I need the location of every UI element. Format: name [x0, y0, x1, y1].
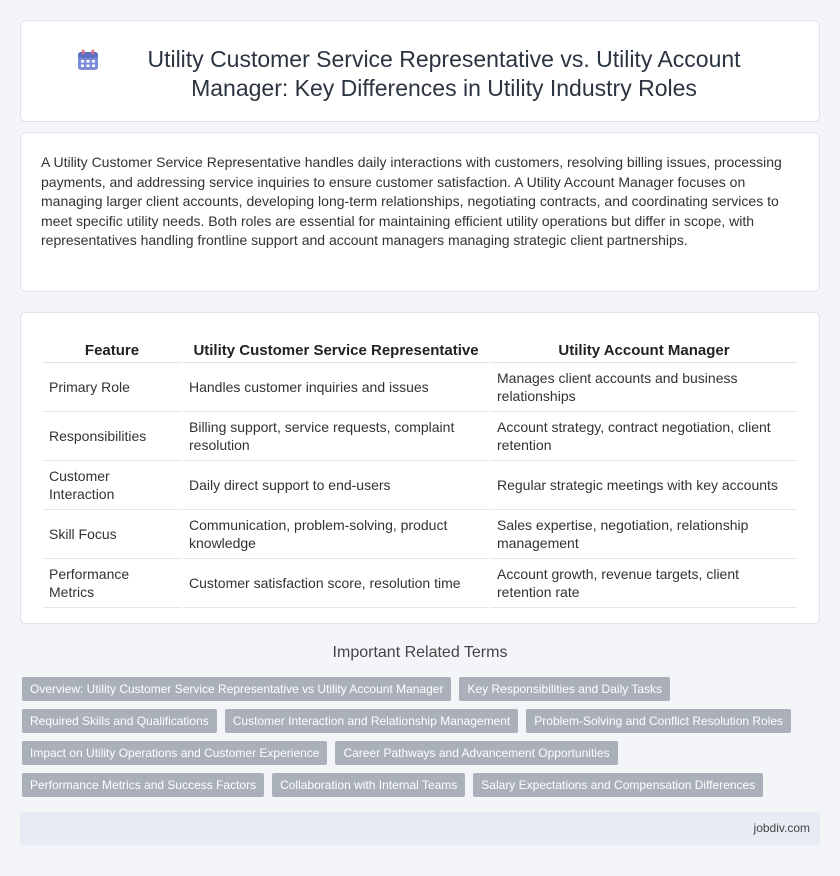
table-cell: Account growth, revenue targets, client retention rate — [491, 559, 797, 608]
column-header-representative: Utility Customer Service Representative — [183, 331, 489, 363]
footer — [20, 812, 820, 845]
header-card — [20, 20, 820, 122]
table-cell: Billing support, service requests, complaint resolution — [183, 412, 489, 461]
page-title: Utility Customer Service Representative vs. Utility Account Manager: Key Differences in Utility Industry Roles — [147, 46, 741, 101]
related-term-tag[interactable]: Problem-Solving and Conflict Resolution Roles — [526, 709, 791, 733]
related-terms-list — [22, 677, 822, 797]
table-cell: Responsibilities — [43, 412, 181, 461]
related-term-tag[interactable]: Impact on Utility Operations and Customer Experience — [22, 741, 327, 765]
table-cell: Customer satisfaction score, resolution time — [183, 559, 489, 608]
table-cell: Customer Interaction — [43, 461, 181, 510]
table-row — [43, 559, 797, 608]
intro-paragraph: A Utility Customer Service Representative handles daily interactions with customers, resolving billing issues, processing payments, and addressing service inquiries to ensure customer satisfaction. A Utility Account Manager focuses on managing larger client accounts, developing long-term relationships, negotiating contracts, and coordinating services to meet specific utility needs. Both roles are essential for maintaining efficient utility operations but differ in scope, with representatives handling frontline support and account managers managing strategic client partnerships. — [41, 154, 782, 249]
related-term-tag[interactable]: Collaboration with Internal Teams — [272, 773, 465, 797]
related-term-tag[interactable]: Overview: Utility Customer Service Representative vs Utility Account Manager — [22, 677, 451, 701]
table-row — [43, 510, 797, 559]
column-header-account-manager: Utility Account Manager — [491, 331, 797, 363]
related-term-tag[interactable]: Performance Metrics and Success Factors — [22, 773, 264, 797]
related-term-tag[interactable]: Career Pathways and Advancement Opportunities — [335, 741, 617, 765]
table-header-row — [43, 331, 797, 363]
table-cell: Manages client accounts and business relationships — [491, 363, 797, 412]
footer-site-link[interactable]: jobdiv.com — [753, 821, 810, 835]
comparison-table — [41, 331, 799, 608]
table-cell: Skill Focus — [43, 510, 181, 559]
related-term-tag[interactable]: Key Responsibilities and Daily Tasks — [459, 677, 670, 701]
column-header-feature: Feature — [43, 331, 181, 363]
table-cell: Handles customer inquiries and issues — [183, 363, 489, 412]
table-cell: Account strategy, contract negotiation, client retention — [491, 412, 797, 461]
intro-card — [20, 132, 820, 292]
comparison-table-card — [20, 312, 820, 624]
related-terms-title: Important Related Terms — [332, 644, 508, 661]
table-cell: Daily direct support to end-users — [183, 461, 489, 510]
table-cell: Regular strategic meetings with key accounts — [491, 461, 797, 510]
table-row — [43, 461, 797, 510]
related-term-tag[interactable]: Required Skills and Qualifications — [22, 709, 217, 733]
calendar-icon — [76, 48, 100, 72]
table-cell: Sales expertise, negotiation, relationship management — [491, 510, 797, 559]
table-cell: Primary Role — [43, 363, 181, 412]
table-cell: Performance Metrics — [43, 559, 181, 608]
related-term-tag[interactable]: Customer Interaction and Relationship Management — [225, 709, 519, 733]
related-term-tag[interactable]: Salary Expectations and Compensation Differences — [473, 773, 763, 797]
table-row — [43, 363, 797, 412]
table-row — [43, 412, 797, 461]
table-cell: Communication, problem-solving, product knowledge — [183, 510, 489, 559]
